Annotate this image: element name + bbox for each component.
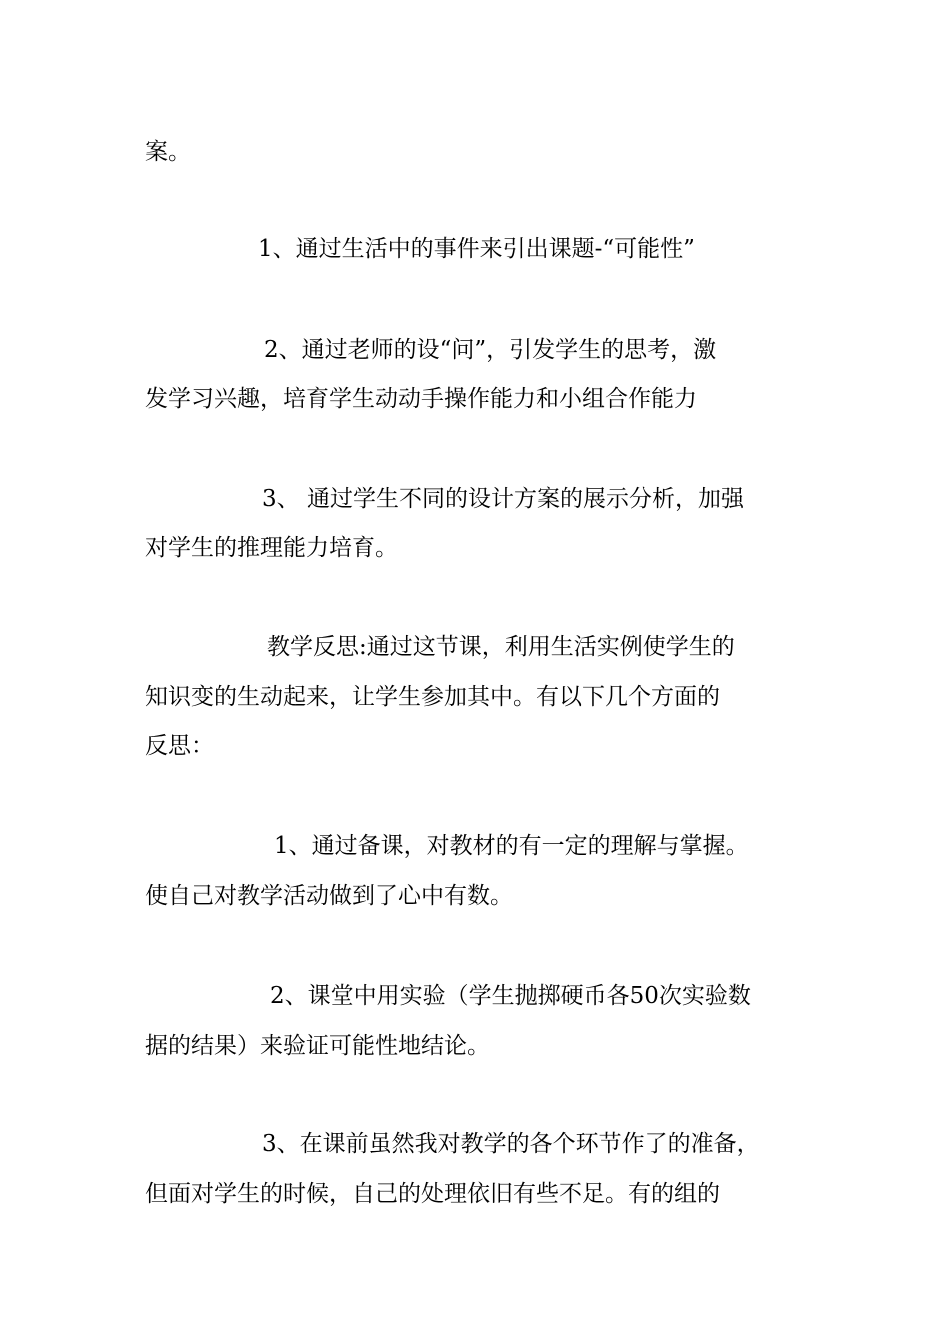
text-line-9: 反思： (145, 733, 214, 759)
text-line-4: 发学习兴趣，培育学生动动手操作能力和小组合作能力 (145, 386, 697, 412)
text-line-10: 1、通过备课，对教材的有一定的理解与掌握。 (274, 833, 749, 859)
text-line-3: 2、通过老师的设“问”，引发学生的思考，激 (264, 337, 717, 363)
text-line-6: 对学生的推理能力培育。 (145, 535, 398, 561)
text-line-5: 3、 通过学生不同的设计方案的展示分析，加强 (262, 486, 744, 512)
text-line-11: 使自己对教学活动做到了心中有数。 (145, 883, 513, 909)
text-line-12: 2、课堂中用实验（学生抛掷硬币各50次实验数 (270, 983, 751, 1009)
text-line-7: 教学反思:通过这节课，利用生活实例使学生的 (267, 634, 735, 660)
text-line-15: 但面对学生的时候，自己的处理依旧有些不足。有的组的 (145, 1181, 720, 1207)
text-line-8: 知识变的生动起来，让学生参加其中。有以下几个方面的 (145, 684, 720, 710)
text-line-1: 案。 (145, 139, 191, 165)
text-line-14: 3、在课前虽然我对教学的各个环节作了的准备， (262, 1131, 760, 1157)
text-line-13: 据的结果）来验证可能性地结论。 (145, 1033, 490, 1059)
text-line-2: 1、通过生活中的事件来引出课题-“可能性” (258, 236, 695, 262)
